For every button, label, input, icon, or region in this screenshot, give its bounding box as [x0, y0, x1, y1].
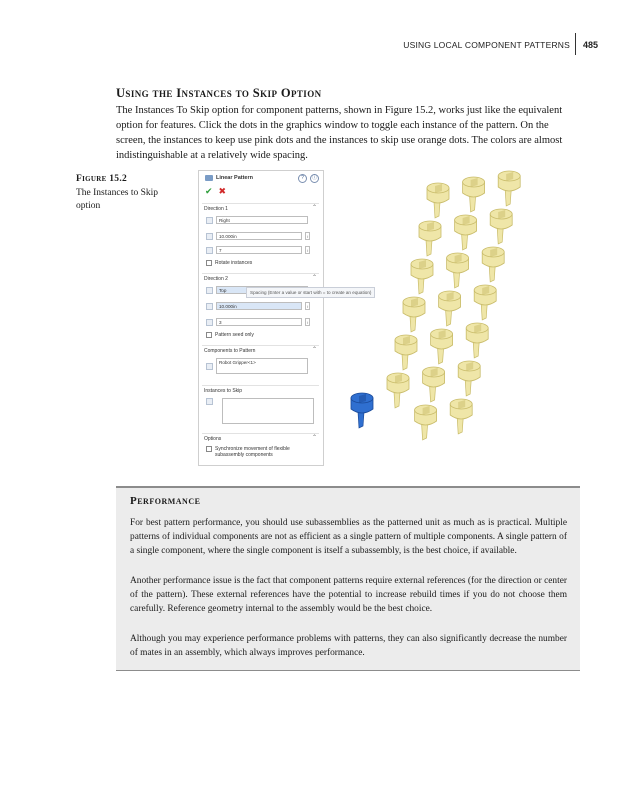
pattern-instance[interactable]: [490, 209, 512, 244]
instances-icon: [206, 247, 213, 254]
direction1-field[interactable]: Right: [216, 216, 308, 224]
help-icon[interactable]: ?: [298, 174, 307, 183]
pattern-instance[interactable]: [450, 399, 472, 434]
instances1-row: [206, 246, 310, 254]
page-number: 485: [583, 40, 599, 50]
instances2-input[interactable]: 3: [216, 318, 302, 326]
direction-arrow-icon[interactable]: [206, 287, 213, 294]
collapse-chevron-icon[interactable]: ⌃: [311, 435, 317, 441]
collapse-chevron-icon[interactable]: ⌃: [311, 347, 317, 353]
instances1-input[interactable]: 7: [216, 246, 302, 254]
components-group: [202, 345, 319, 384]
collapse-chevron-icon[interactable]: ⌃: [311, 205, 317, 211]
direction2-title: Direction 2: [204, 276, 228, 282]
spinner-icon[interactable]: ↕: [306, 234, 309, 239]
sidebar-paragraph: Although you may experience performance problems with patterns, they can also significantly decrease the number of mates in an assembly, which always improves performance.: [130, 634, 567, 658]
instances2-row: [206, 318, 310, 326]
pattern-instance[interactable]: [415, 405, 437, 440]
options-group: [202, 433, 319, 462]
sidebar-paragraph: For best pattern performance, you should use subassemblies as the patterned unit as much as is practical. Multiple patterns of individual components are not as efficient as a single pattern of multiple components. A single pattern of a single component, where the single component is itself a subassembly, is the best choice, if available.: [130, 518, 567, 556]
pattern-instance[interactable]: [419, 221, 441, 256]
pattern-instance[interactable]: [498, 171, 520, 206]
components-title: Components to Pattern: [204, 348, 256, 354]
sidebar-title: Performance: [130, 495, 201, 507]
seed-only-label: Pattern seed only: [215, 332, 254, 338]
seed-part[interactable]: [351, 393, 373, 428]
pattern-instance[interactable]: [411, 259, 433, 294]
spacing2-input[interactable]: 10.000in: [216, 302, 302, 310]
sync-label-line1: Synchronize movement of flexible: [215, 446, 290, 452]
spacing-tooltip: Spacing (Enter a value or start with = to create an equation): [246, 287, 375, 298]
spacing1-row: [206, 232, 310, 240]
rotate-checkbox[interactable]: [206, 260, 212, 266]
spinner-icon[interactable]: ↕: [306, 304, 309, 309]
sync-label: [215, 446, 290, 458]
spinner-icon[interactable]: ↕: [306, 248, 309, 253]
pattern-instance[interactable]: [455, 215, 477, 250]
spacing-icon: [206, 233, 213, 240]
pattern-instance[interactable]: [439, 291, 461, 326]
options-title: Options: [204, 436, 222, 442]
running-head: USING LOCAL COMPONENT PATTERNS: [403, 40, 570, 50]
spacing1-input[interactable]: 10.000in: [216, 232, 302, 240]
sync-checkbox[interactable]: [206, 446, 212, 452]
sync-row: [206, 446, 290, 458]
skip-title: Instances to Skip: [204, 388, 243, 394]
direction1-row: [206, 216, 308, 224]
components-list[interactable]: Robot Gripper<1>: [216, 358, 308, 374]
skip-list[interactable]: [222, 398, 314, 424]
component-icon: [206, 363, 213, 370]
rotate-row: [206, 260, 252, 266]
pattern-instance[interactable]: [423, 367, 445, 402]
panel-title: [205, 175, 253, 181]
pattern-instance[interactable]: [466, 323, 488, 358]
instances-icon: [206, 319, 213, 326]
ok-check-icon[interactable]: ✔: [205, 186, 213, 196]
pattern-instance[interactable]: [447, 253, 469, 288]
section-body: The Instances To Skip option for component patterns, shown in Figure 15.2, works just like the equivalent option for features. Click the dots in the graphics window to toggle each instance of the pattern. On the screen, the instances to keep use pink dots and the instances to skip use orange dots. The colors are almost indistinguishable at a relatively wide spacing.: [116, 105, 563, 161]
pattern-instance[interactable]: [431, 329, 453, 364]
seed-row: [206, 332, 254, 338]
performance-sidebar: [116, 486, 580, 671]
info-icon[interactable]: ⓘ: [311, 175, 317, 181]
spinner-icon[interactable]: ↕: [306, 320, 309, 325]
pattern-instance[interactable]: [474, 285, 496, 320]
panel-title-text: Linear Pattern: [216, 175, 253, 181]
collapse-chevron-icon[interactable]: ⌃: [311, 275, 317, 281]
direction1-group: [202, 203, 319, 270]
spacing2-row: [206, 302, 310, 310]
direction-arrow-icon[interactable]: [206, 217, 213, 224]
rotate-label: Rotate instances: [215, 260, 253, 266]
figure-label: Figure 15.2: [76, 174, 128, 184]
sync-label-line2: subassembly components: [215, 452, 273, 458]
sidebar-paragraph: Another performance issue is the fact that component patterns require external references (for the direction or center of the pattern). These external references have the potential to increase rebuild times if you do not choose them carefully. Reference geometry internal to the assembly would be the best choice.: [130, 576, 567, 614]
ok-cancel-row: [205, 186, 226, 197]
linear-pattern-icon: [205, 175, 213, 181]
direction2-group: [202, 273, 319, 342]
spacing-icon: [206, 303, 213, 310]
pattern-instance[interactable]: [458, 361, 480, 396]
linear-pattern-panel: [198, 170, 324, 466]
help-icons: [298, 174, 319, 183]
graphics-window[interactable]: [340, 170, 540, 460]
section-heading: Using the Instances to Skip Option: [116, 86, 322, 100]
pattern-instance[interactable]: [403, 297, 425, 332]
pattern-instance[interactable]: [427, 183, 449, 218]
pattern-instance[interactable]: [482, 247, 504, 282]
direction2-field[interactable]: Top: [216, 286, 308, 294]
figure-caption: The Instances to Skip option: [76, 188, 159, 211]
seed-only-checkbox[interactable]: [206, 332, 212, 338]
header-rule: [575, 33, 576, 55]
direction1-title: Direction 1: [204, 206, 228, 212]
skip-instances-icon: [206, 398, 213, 405]
pattern-instance[interactable]: [387, 373, 409, 408]
components-row: [206, 358, 308, 374]
skip-group: [202, 385, 319, 432]
pattern-instance[interactable]: [463, 177, 485, 212]
pattern-instance[interactable]: [395, 335, 417, 370]
cancel-x-icon[interactable]: ✖: [218, 186, 227, 196]
